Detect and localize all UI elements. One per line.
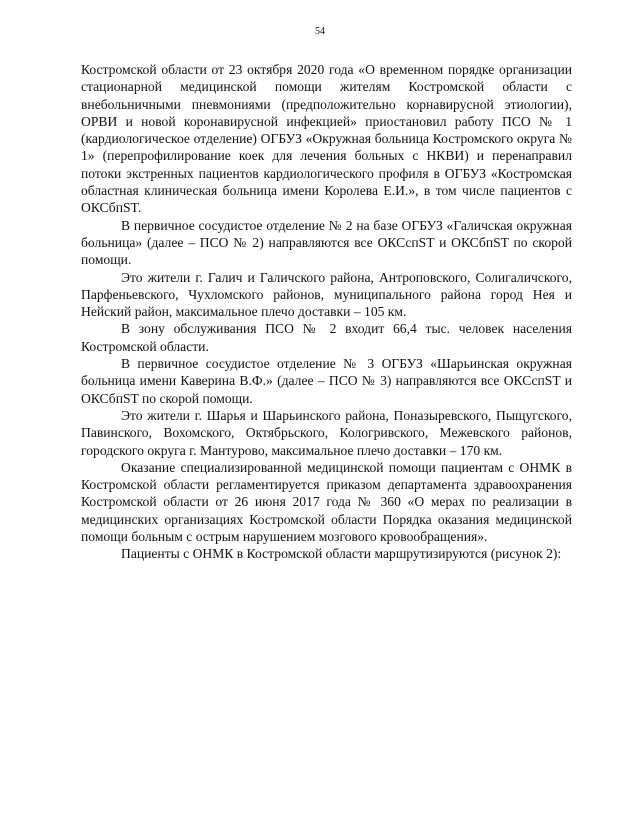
paragraph-pso-2: В первичное сосудистое отделение № 2 на базе ОГБУЗ «Галичская окружная больница» (далее – ПСО № 2) направляются все ОКСспST и ОКСбпST по скорой помощи.	[81, 217, 572, 268]
document-body	[81, 61, 572, 563]
paragraph-onmk-regulation: Оказание специализированной медицинской помощи пациентам с ОНМК в Костромской области регламентируется приказом департамента здравоохранения Костромской области от 26 июня 2017 года № 360 «О мерах по реализации в медицинских организациях Костромской области Порядка оказания медицинской помощи больным с острым нарушением мозгового кровообращения».	[81, 459, 572, 545]
paragraph-continuation: Костромской области от 23 октября 2020 года «О временном порядке организации стационарной медицинской помощи жителям Костромской области с внебольничными пневмониями (предположительно корнавирусной этиологии), ОРВИ и новой коронавирусной инфекцией» приостановил работу ПСО № 1 (кардиологическое отделение) ОГБУЗ «Окружная больница Костромского округа № 1» (перепрофилирование коек для лечения больных с НКВИ) и перенаправил потоки экстренных пациентов кардиологического профиля в ОГБУЗ «Костромская областная клиническая больница имени Королева Е.И.», в том числе пациентов с ОКСбпST.	[81, 62, 572, 216]
paragraph-pso-3: В первичное сосудистое отделение № 3 ОГБУЗ «Шарьинская окружная больница имени Каверина В.Ф.» (далее – ПСО № 3) направляются все ОКСспST и ОКСбпST по скорой помощи.	[81, 356, 572, 406]
page-number: 54	[315, 26, 325, 37]
paragraph-pso-3-residents: Это жители г. Шарья и Шарьинского района, Поназыревского, Пыщугского, Павинского, Вохомского, Октябрьского, Кологривского, Межевского районов, городского округа г. Мантурово, максимальное плечо доставки – 170 км.	[81, 407, 572, 458]
paragraph-pso-2-residents: Это жители г. Галич и Галичского района, Антроповского, Солигаличского, Парфеньевского, Чухломского районов, муниципального района город Нея и Нейский район, максимальное плечо доставки – 105 км.	[81, 269, 572, 320]
paragraph-onmk-routing: Пациенты с ОНМК в Костромской области маршрутизируются (рисунок 2):	[121, 546, 562, 562]
paragraph-pso-2-coverage: В зону обслуживания ПСО № 2 входит 66,4 тыс. человек населения Костромской области.	[81, 321, 572, 354]
